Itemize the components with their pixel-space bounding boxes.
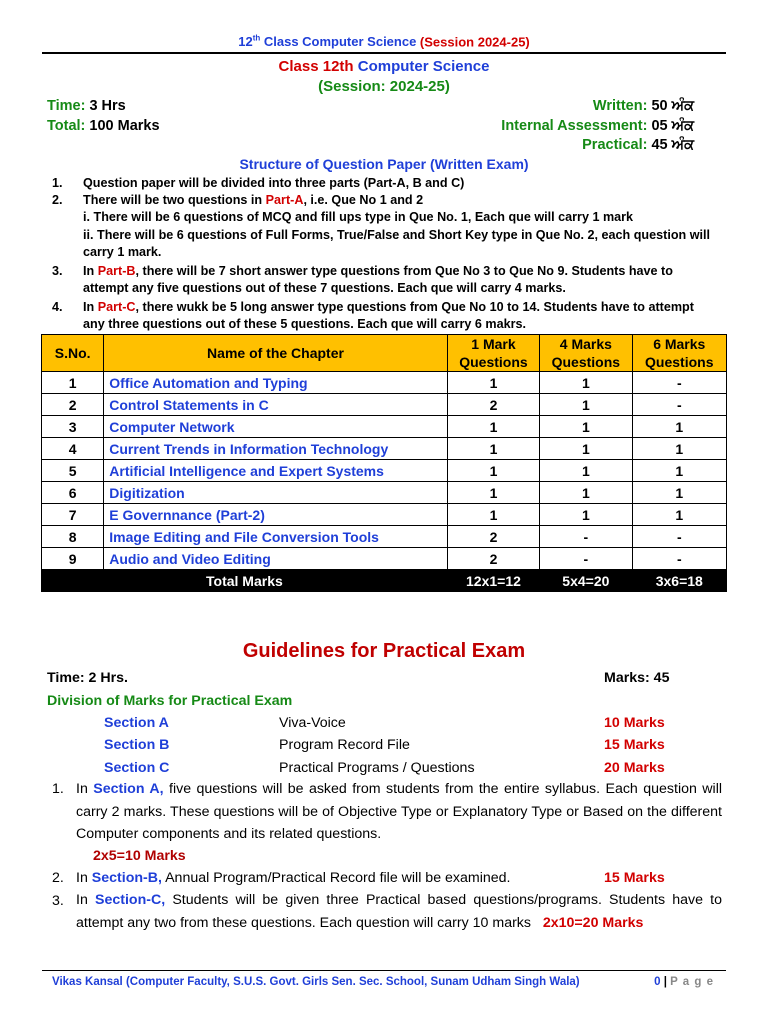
written-info: Written: 50 ਅੰਕ [592, 98, 694, 114]
section-b-marks: 15 Marks [604, 737, 665, 753]
section-a-name: Section A [104, 715, 169, 731]
footer-rule [42, 970, 726, 971]
header-session: (Session 2024-25) [419, 34, 530, 50]
structure-item-1: Question paper will be divided into three parts (Part-A, B and C) [83, 176, 465, 190]
division-heading: Division of Marks for Practical Exam [47, 693, 293, 709]
col-header: 6 Marks Questions [632, 335, 726, 372]
para-num: 2. [52, 870, 64, 886]
col-header: 1 Mark Questions [447, 335, 539, 372]
structure-heading: Structure of Question Paper (Written Exam) [239, 156, 529, 172]
table-row: 2 Control Statements in C 2 1 - [42, 394, 727, 416]
structure-list: 1. Question paper will be divided into three parts (Part-A, B and C) 2. There will be two questions in Part-A, i.e. Que No 1 and 2 i. There will be 6 questions of MCQ and fill ups type in Que No. 1, Each que will carry 1 mark ii. There will be 6 questions of Full Forms, True/False and Short Key type in Que No. 2, each question will carry 1 mark. 3. In Part-B, there will be 7 short answer type questions from Que No 3 to Que No 9. Students have to attempt any five questions out of these 7 questions. Each que will carry 4 marks. 4. In Part-C, there wukk be 5 long answer type questions from Que No 10 to 14. Students have to attempt any three questions out of these 5 questions. Each que will carry 6 makrs. [0, 175, 768, 335]
page-header [0, 34, 768, 49]
page-number: 0 | P a g e [654, 976, 714, 988]
time-info: Time: 3 Hrs [47, 98, 126, 114]
total-info: Total: 100 Marks [47, 118, 160, 134]
structure-item-4: In Part-C, there wukk be 5 long answer type questions from Que No 10 to 14. Students have to attempt any three questions out of these 5 questions. Each que will carry 6 makrs. [83, 300, 694, 332]
practical-info: Practical: 45 ਅੰਕ [582, 137, 694, 153]
table-row: 3 Computer Network 1 1 1 [42, 416, 727, 438]
para-num: 3. [52, 893, 64, 909]
table-total-row: Total Marks 12x1=12 5x4=20 3x6=18 [42, 570, 727, 592]
footer-author: Vikas Kansal (Computer Faculty, S.U.S. Govt. Girls Sen. Sec. School, Sunam Udham Singh Wala) [52, 976, 580, 988]
col-header: Name of the Chapter [104, 335, 448, 372]
section-c-marks: 20 Marks [604, 760, 665, 776]
table-row: 6 Digitization 1 1 1 [42, 482, 727, 504]
practical-para-3: In Section-C, Students will be given three Practical based questions/programs. Students have to attempt any two from these questions. Each question will carry 10 marks 2x10=20 Marks [76, 892, 723, 931]
practical-para-2: In Section-B, Annual Program/Practical Record file will be examined. [76, 870, 511, 886]
table-row: 7 E Governnance (Part-2) 1 1 1 [42, 504, 727, 526]
page-title: Class 12th Computer Science [278, 58, 490, 75]
section-c-desc: Practical Programs / Questions [279, 760, 475, 776]
para-2-marks: 15 Marks [604, 870, 665, 886]
internal-info: Internal Assessment: 05 ਅੰਕ [501, 118, 694, 134]
section-a-marks: 10 Marks [604, 715, 665, 731]
table-row: 1 Office Automation and Typing 1 1 - [42, 372, 727, 394]
practical-marks: Marks: 45 [604, 670, 670, 686]
col-header: S.No. [42, 335, 104, 372]
page-session: (Session: 2024-25) [318, 78, 450, 95]
structure-item-3: In Part-B, there will be 7 short answer type questions from Que No 3 to Que No 9. Students have to attempt any five questions out of these 7 questions. Each que will carry 4 marks. [83, 264, 673, 296]
para-1-marks: 2x5=10 Marks [93, 848, 186, 864]
practical-title: Guidelines for Practical Exam [242, 640, 526, 662]
table-row: 4 Current Trends in Information Technology 1 1 1 [42, 438, 727, 460]
header-rule [42, 52, 726, 54]
structure-item-2-ii: ii. There will be 6 questions of Full Forms, True/False and Short Key type in Que No. 2, each question will carry 1 mark. [83, 228, 711, 260]
section-c-name: Section C [104, 760, 170, 776]
table-row: 9 Audio and Video Editing 2 - - [42, 548, 727, 570]
section-a-desc: Viva-Voice [279, 715, 346, 731]
structure-item-2: There will be two questions in Part-A, i.e. Que No 1 and 2 [83, 193, 424, 207]
table-row: 5 Artificial Intelligence and Expert Systems 1 1 1 [42, 460, 727, 482]
practical-time: Time: 2 Hrs. [47, 670, 128, 686]
header-class: 12th Class Computer Science [238, 34, 420, 50]
section-b-desc: Program Record File [279, 737, 410, 753]
table-header-row [42, 335, 727, 372]
structure-item-2-i: i. There will be 6 questions of MCQ and fill ups type in Que No. 1, Each que will carry 1 mark [83, 210, 634, 224]
practical-para-1: In Section A, five questions will be asked from students from the entire syllabus. Each question will carry 2 marks. These questions will be of Objective Type or Explanatory Type or Based on the different Computer components and its related questions. [76, 781, 722, 842]
col-header: 4 Marks Questions [540, 335, 632, 372]
para-num: 1. [52, 781, 64, 797]
chapter-table [41, 334, 727, 592]
section-b-name: Section B [104, 737, 170, 753]
para-3-marks: 2x10=20 Marks [542, 914, 644, 931]
table-row: 8 Image Editing and File Conversion Tools 2 - - [42, 526, 727, 548]
